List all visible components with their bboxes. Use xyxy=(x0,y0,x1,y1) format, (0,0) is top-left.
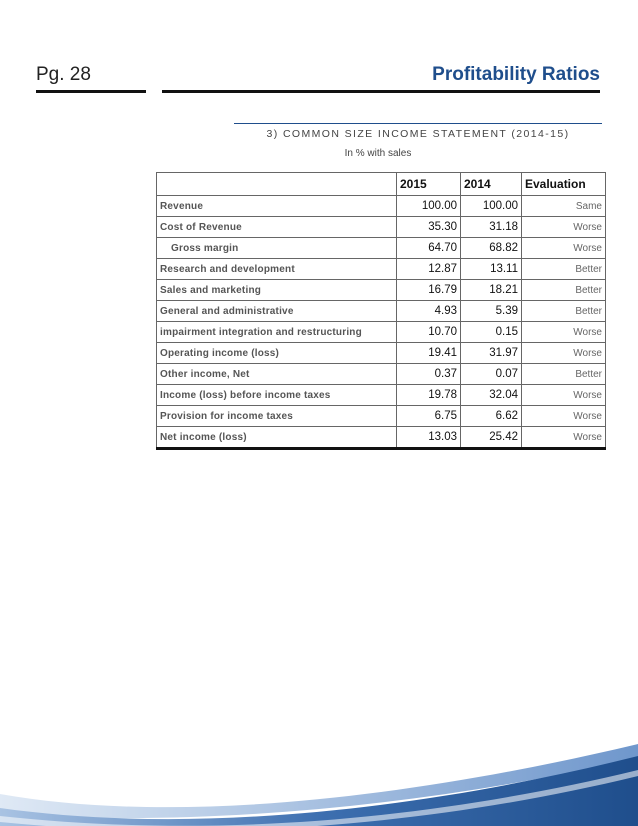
header-cell-2015: 2015 xyxy=(397,173,461,196)
value-2015: 35.30 xyxy=(397,217,461,238)
evaluation: Better xyxy=(522,259,606,280)
header-cell-2014: 2014 xyxy=(461,173,522,196)
section-subtitle: In % with sales xyxy=(344,148,412,159)
footer-swoosh xyxy=(0,736,638,826)
evaluation: Worse xyxy=(522,238,606,259)
value-2014: 100.00 xyxy=(461,196,522,217)
common-size-table xyxy=(156,172,606,450)
row-label: Revenue xyxy=(157,196,397,217)
table-row xyxy=(157,217,606,238)
value-2014: 31.18 xyxy=(461,217,522,238)
table-row xyxy=(157,259,606,280)
page-number: Pg. 28 xyxy=(36,64,91,85)
evaluation: Better xyxy=(522,301,606,322)
table-row xyxy=(157,280,606,301)
table-row xyxy=(157,385,606,406)
evaluation: Worse xyxy=(522,385,606,406)
table-row xyxy=(157,196,606,217)
value-2014: 31.97 xyxy=(461,343,522,364)
value-2015: 19.41 xyxy=(397,343,461,364)
value-2014: 13.11 xyxy=(461,259,522,280)
evaluation: Worse xyxy=(522,406,606,427)
value-2014: 0.15 xyxy=(461,322,522,343)
evaluation: Worse xyxy=(522,427,606,449)
row-label: Other income, Net xyxy=(157,364,397,385)
table-row xyxy=(157,322,606,343)
section-title: 3) COMMON SIZE INCOME STATEMENT (2014-15) xyxy=(266,128,570,140)
evaluation: Worse xyxy=(522,322,606,343)
header-cell xyxy=(157,173,397,196)
value-2015: 13.03 xyxy=(397,427,461,449)
value-2015: 6.75 xyxy=(397,406,461,427)
evaluation: Better xyxy=(522,280,606,301)
row-label: Sales and marketing xyxy=(157,280,397,301)
value-2015: 16.79 xyxy=(397,280,461,301)
row-label: impairment integration and restructuring xyxy=(157,322,397,343)
row-label: Operating income (loss) xyxy=(157,343,397,364)
title-rule xyxy=(162,90,600,93)
value-2015: 4.93 xyxy=(397,301,461,322)
table-header-row xyxy=(157,173,606,196)
value-2014: 6.62 xyxy=(461,406,522,427)
value-2014: 25.42 xyxy=(461,427,522,449)
table-row xyxy=(157,406,606,427)
evaluation: Worse xyxy=(522,343,606,364)
row-label: Provision for income taxes xyxy=(157,406,397,427)
table-row xyxy=(157,427,606,449)
evaluation: Worse xyxy=(522,217,606,238)
page-number-rule xyxy=(36,90,146,93)
page-title: Profitability Ratios xyxy=(432,64,600,85)
value-2015: 10.70 xyxy=(397,322,461,343)
value-2015: 12.87 xyxy=(397,259,461,280)
evaluation: Same xyxy=(522,196,606,217)
value-2015: 64.70 xyxy=(397,238,461,259)
table-row xyxy=(157,343,606,364)
value-2015: 100.00 xyxy=(397,196,461,217)
value-2015: 19.78 xyxy=(397,385,461,406)
value-2015: 0.37 xyxy=(397,364,461,385)
evaluation: Better xyxy=(522,364,606,385)
value-2014: 18.21 xyxy=(461,280,522,301)
row-label: General and administrative xyxy=(157,301,397,322)
value-2014: 0.07 xyxy=(461,364,522,385)
table-row xyxy=(157,301,606,322)
row-label: Gross margin xyxy=(157,238,397,259)
section-rule xyxy=(234,123,602,124)
row-label: Research and development xyxy=(157,259,397,280)
row-label: Income (loss) before income taxes xyxy=(157,385,397,406)
table-row xyxy=(157,238,606,259)
value-2014: 68.82 xyxy=(461,238,522,259)
value-2014: 5.39 xyxy=(461,301,522,322)
value-2014: 32.04 xyxy=(461,385,522,406)
row-label: Net income (loss) xyxy=(157,427,397,449)
header-cell-evaluation: Evaluation xyxy=(522,173,606,196)
table-row xyxy=(157,364,606,385)
row-label: Cost of Revenue xyxy=(157,217,397,238)
